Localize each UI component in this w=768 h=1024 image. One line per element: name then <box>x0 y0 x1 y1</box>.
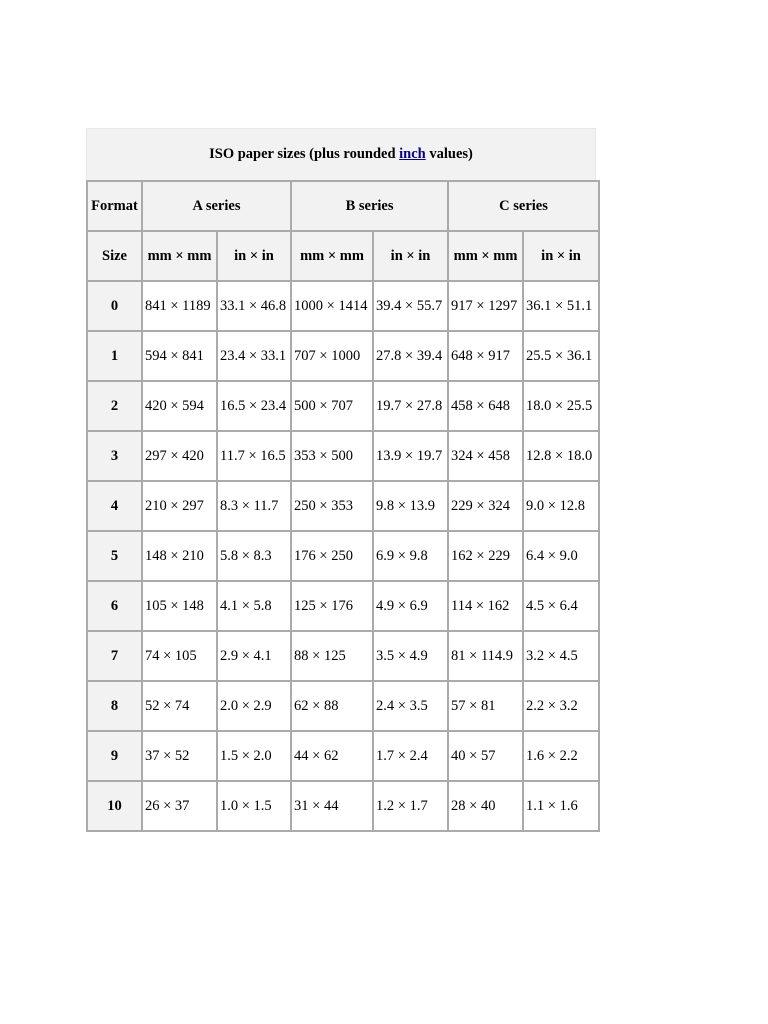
size-cell: 10 <box>87 781 142 831</box>
iso-paper-sizes-table <box>86 128 598 832</box>
a-mm-cell: 105 × 148 <box>142 581 217 631</box>
table-row <box>87 581 599 631</box>
c-in-cell: 1.1 × 1.6 <box>523 781 599 831</box>
a-mm-cell: 420 × 594 <box>142 381 217 431</box>
b-in-cell: 19.7 × 27.8 <box>373 381 448 431</box>
b-mm-cell: 707 × 1000 <box>291 331 373 381</box>
b-in-cell: 13.9 × 19.7 <box>373 431 448 481</box>
a-in-cell: 2.9 × 4.1 <box>217 631 291 681</box>
b-mm-cell: 176 × 250 <box>291 531 373 581</box>
table-row <box>87 731 599 781</box>
paper-size-table <box>86 180 600 832</box>
c-in-cell: 4.5 × 6.4 <box>523 581 599 631</box>
c-mm-cell: 114 × 162 <box>448 581 523 631</box>
c-in-cell: 18.0 × 25.5 <box>523 381 599 431</box>
units-header-row <box>87 231 599 281</box>
b-mm-cell: 31 × 44 <box>291 781 373 831</box>
size-cell: 8 <box>87 681 142 731</box>
a-in-cell: 33.1 × 46.8 <box>217 281 291 331</box>
a-mm-cell: 74 × 105 <box>142 631 217 681</box>
b-mm-cell: 62 × 88 <box>291 681 373 731</box>
table-row <box>87 531 599 581</box>
a-in-cell: 5.8 × 8.3 <box>217 531 291 581</box>
caption-prefix: ISO paper sizes (plus rounded <box>209 146 396 162</box>
table-row <box>87 431 599 481</box>
b-in-cell: 2.4 × 3.5 <box>373 681 448 731</box>
inch-link[interactable]: inch <box>399 146 426 162</box>
c-in-header: in × in <box>523 231 599 281</box>
table-caption <box>86 128 596 180</box>
b-in-cell: 27.8 × 39.4 <box>373 331 448 381</box>
c-mm-cell: 229 × 324 <box>448 481 523 531</box>
c-in-cell: 12.8 × 18.0 <box>523 431 599 481</box>
a-in-header: in × in <box>217 231 291 281</box>
c-in-cell: 25.5 × 36.1 <box>523 331 599 381</box>
a-mm-header: mm × mm <box>142 231 217 281</box>
a-in-cell: 1.5 × 2.0 <box>217 731 291 781</box>
b-mm-cell: 125 × 176 <box>291 581 373 631</box>
size-cell: 5 <box>87 531 142 581</box>
b-in-cell: 6.9 × 9.8 <box>373 531 448 581</box>
size-cell: 2 <box>87 381 142 431</box>
table-body <box>87 281 599 831</box>
c-in-cell: 36.1 × 51.1 <box>523 281 599 331</box>
a-in-cell: 1.0 × 1.5 <box>217 781 291 831</box>
c-mm-cell: 162 × 229 <box>448 531 523 581</box>
b-mm-header: mm × mm <box>291 231 373 281</box>
b-in-cell: 4.9 × 6.9 <box>373 581 448 631</box>
b-mm-cell: 353 × 500 <box>291 431 373 481</box>
table-row <box>87 331 599 381</box>
a-in-cell: 11.7 × 16.5 <box>217 431 291 481</box>
table-row <box>87 681 599 731</box>
c-mm-cell: 458 × 648 <box>448 381 523 431</box>
size-cell: 4 <box>87 481 142 531</box>
c-in-cell: 9.0 × 12.8 <box>523 481 599 531</box>
b-in-cell: 1.7 × 2.4 <box>373 731 448 781</box>
a-in-cell: 16.5 × 23.4 <box>217 381 291 431</box>
a-in-cell: 4.1 × 5.8 <box>217 581 291 631</box>
a-mm-cell: 594 × 841 <box>142 331 217 381</box>
a-in-cell: 2.0 × 2.9 <box>217 681 291 731</box>
table-row <box>87 281 599 331</box>
b-in-cell: 39.4 × 55.7 <box>373 281 448 331</box>
b-in-cell: 9.8 × 13.9 <box>373 481 448 531</box>
c-mm-cell: 324 × 458 <box>448 431 523 481</box>
b-series-header: B series <box>291 181 448 231</box>
a-series-header: A series <box>142 181 291 231</box>
b-mm-cell: 1000 × 1414 <box>291 281 373 331</box>
size-cell: 6 <box>87 581 142 631</box>
c-mm-cell: 81 × 114.9 <box>448 631 523 681</box>
a-mm-cell: 297 × 420 <box>142 431 217 481</box>
caption-suffix: values) <box>429 146 473 162</box>
c-mm-cell: 28 × 40 <box>448 781 523 831</box>
table-row <box>87 481 599 531</box>
size-cell: 0 <box>87 281 142 331</box>
a-mm-cell: 52 × 74 <box>142 681 217 731</box>
a-mm-cell: 26 × 37 <box>142 781 217 831</box>
size-header: Size <box>87 231 142 281</box>
c-mm-header: mm × mm <box>448 231 523 281</box>
table-row <box>87 381 599 431</box>
a-mm-cell: 210 × 297 <box>142 481 217 531</box>
size-cell: 9 <box>87 731 142 781</box>
table-row <box>87 631 599 681</box>
c-in-cell: 6.4 × 9.0 <box>523 531 599 581</box>
size-cell: 3 <box>87 431 142 481</box>
table-row <box>87 781 599 831</box>
b-in-cell: 1.2 × 1.7 <box>373 781 448 831</box>
c-in-cell: 2.2 × 3.2 <box>523 681 599 731</box>
a-mm-cell: 841 × 1189 <box>142 281 217 331</box>
a-in-cell: 23.4 × 33.1 <box>217 331 291 381</box>
size-cell: 1 <box>87 331 142 381</box>
b-mm-cell: 250 × 353 <box>291 481 373 531</box>
b-in-header: in × in <box>373 231 448 281</box>
c-mm-cell: 648 × 917 <box>448 331 523 381</box>
c-series-header: C series <box>448 181 599 231</box>
a-in-cell: 8.3 × 11.7 <box>217 481 291 531</box>
b-mm-cell: 44 × 62 <box>291 731 373 781</box>
b-mm-cell: 500 × 707 <box>291 381 373 431</box>
c-mm-cell: 40 × 57 <box>448 731 523 781</box>
c-mm-cell: 57 × 81 <box>448 681 523 731</box>
c-in-cell: 3.2 × 4.5 <box>523 631 599 681</box>
size-cell: 7 <box>87 631 142 681</box>
c-mm-cell: 917 × 1297 <box>448 281 523 331</box>
a-mm-cell: 148 × 210 <box>142 531 217 581</box>
b-in-cell: 3.5 × 4.9 <box>373 631 448 681</box>
a-mm-cell: 37 × 52 <box>142 731 217 781</box>
format-header: Format <box>87 181 142 231</box>
series-header-row <box>87 181 599 231</box>
b-mm-cell: 88 × 125 <box>291 631 373 681</box>
c-in-cell: 1.6 × 2.2 <box>523 731 599 781</box>
